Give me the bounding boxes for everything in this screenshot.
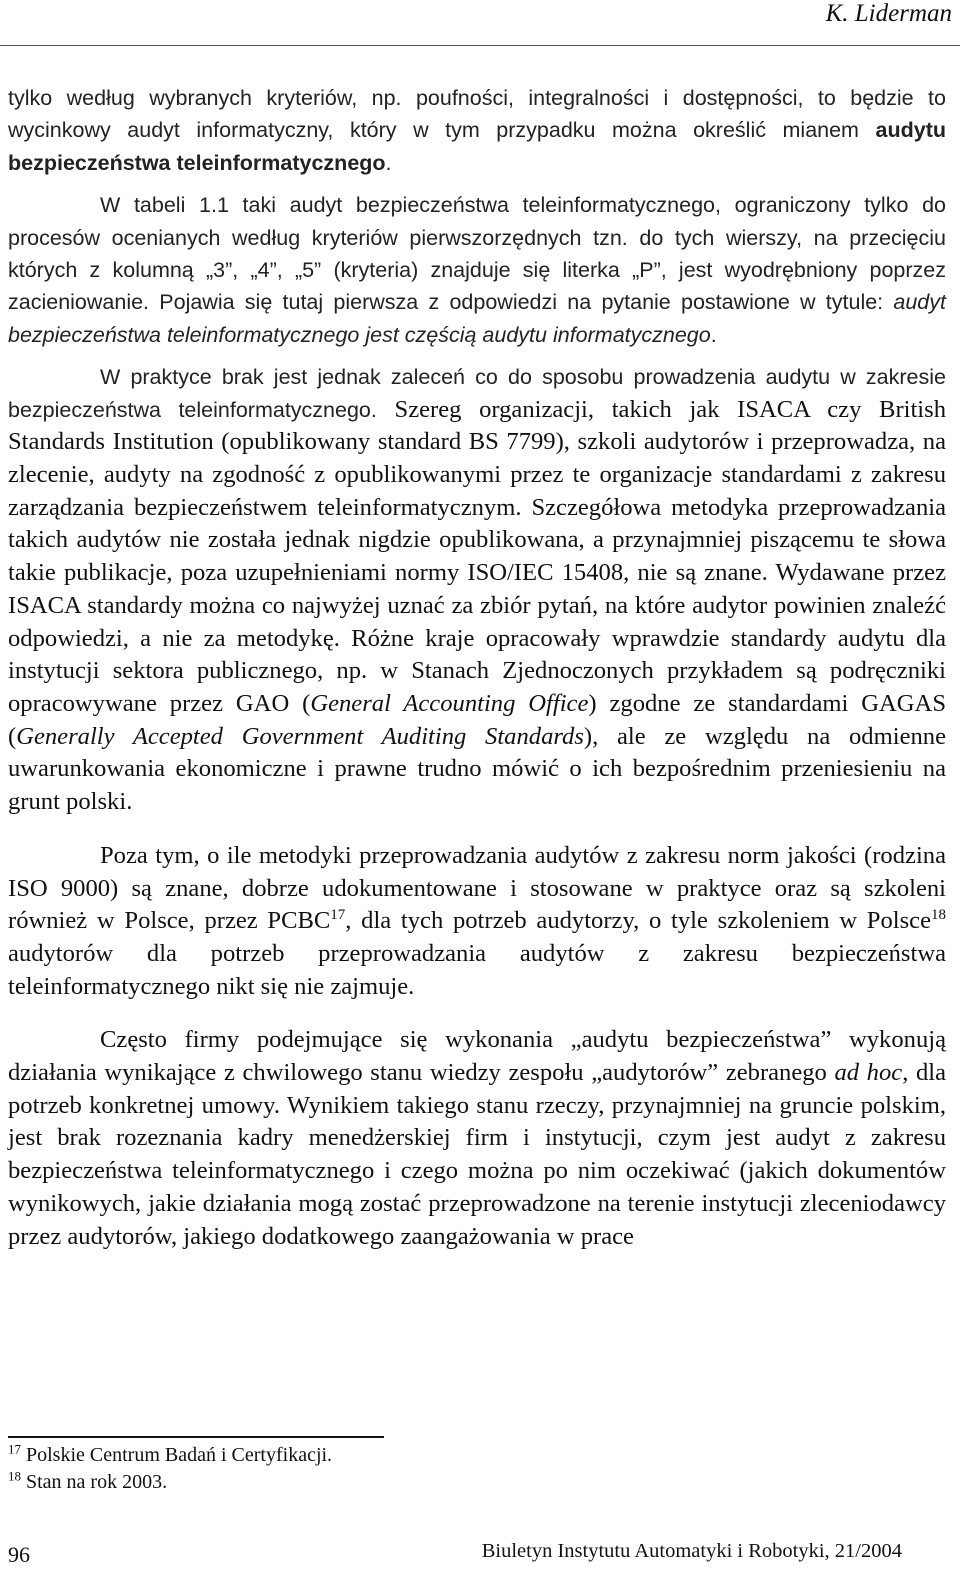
- paragraph-1-bold: audytu bezpieczeństwa teleinformatycznego: [8, 118, 946, 175]
- paragraph-1-end: .: [385, 150, 392, 175]
- paragraph-1: [8, 82, 946, 179]
- paragraph-4-text-3: audytorów dla potrzeb przeprowadzania audytów z zakresu bezpieczeństwa teleinformatycznego nikt się nie zajmuje.: [8, 939, 946, 1000]
- paragraph-1-text: tylko według wybranych kryteriów, np. poufności, integralności i dostępności, to będzie to wycinkowy audyt informatyczny, który w tym przypadku można określić mianem: [8, 86, 946, 143]
- running-header-author: K. Liderman: [825, 0, 952, 27]
- paragraph-4-text: Poza tym, o ile metodyki przeprowadzania audytów z zakresu norm jakości (rodzina ISO 9000) są znane, dobrze udokumentowane i stosowane w praktyce oraz są szkoleni również w Polsce, przez PCBC: [8, 841, 946, 935]
- paragraph-5: [8, 1024, 946, 1253]
- footnote-text: Polskie Centrum Badań i Certyfikacji.: [26, 1444, 333, 1466]
- body-text: [8, 82, 946, 1253]
- paragraph-5-text: Często firmy podejmujące się wykonania „audytu bezpieczeństwa” wykonują działania wynikające z chwilowego stanu wiedzy zespołu „audytorów” zebranego: [8, 1026, 946, 1087]
- header-rule: [0, 45, 960, 46]
- footnote-number: 18: [8, 1468, 21, 1484]
- paragraph-3-text: Szereg organizacji, takich jak ISACA czy British Standards Institution (opublikowany standard BS 7799), szkoli audytorów i przeprowadza, na zlecenie, audyty na zgodność z opublikowanymi przez te organizacje standardami z zakresu zarządzania bezpieczeństwem teleinformatycznym. Szczegółowa metodyka przeprowadzania takich audytów nie została jednak nigdzie opublikowana, a przynajmniej piszącemu te słowa takie publikacje, poza uzupełnieniami normy ISO/IEC 15408, nie są znane. Wydawane przez ISACA standardy można co najwyżej uznać za zbiór pytań, na które audytor powinien znaleźć odpowiedzi, a nie za metodykę. Różne kraje opracowały wprawdzie standardy audytu dla instytucji sektora publicznego, np. w Stanach Zjednoczonych przykładem są podręczniki opracowywane przez GAO (: [8, 395, 947, 717]
- page-footer: [0, 1538, 960, 1578]
- journal-citation: Biuletyn Instytutu Automatyki i Robotyki, 21/2004: [481, 1540, 902, 1562]
- paragraph-3-italic-1: General Accounting Office: [310, 689, 589, 717]
- footnotes: [8, 1442, 332, 1496]
- paragraph-4-text-2: , dla tych potrzeb audytorzy, o tyle szkoleniem w Polsce: [345, 907, 931, 935]
- footnote-text: Stan na rok 2003.: [26, 1471, 168, 1493]
- paragraph-2-italic: audyt bezpieczeństwa teleinformatycznego jest częścią audytu informatycznego: [8, 290, 946, 347]
- paragraph-5-italic: ad hoc: [834, 1059, 903, 1087]
- footnote-18: [8, 1469, 332, 1496]
- paragraph-4: [8, 840, 946, 1004]
- paragraph-3-text-3: ), ale ze względu na odmienne uwarunkowania ekonomiczne i prawne trudno mówić o ich bezpośrednim przeniesieniu na grunt polski.: [8, 722, 946, 816]
- paragraph-5-text-2: , dla potrzeb konkretnej umowy. Wynikiem takiego stanu rzeczy, przynajmniej na gruncie polskim, jest brak rozeznania kadry menedżerskiej firm i instytucji, czym jest audyt z zakresu bezpieczeństwa teleinformatycznego i czego można po nim oczekiwać (jakich dokumentów wynikowych, jakie działania mogą zostać przeprowadzone na terenie instytucji zleceniodawcy przez audytorów, jakiego dodatkowego zaangażowania w prace: [8, 1059, 946, 1250]
- footnote-number: 17: [8, 1441, 21, 1457]
- footnote-17: [8, 1442, 332, 1469]
- paragraph-2-end: .: [710, 322, 717, 347]
- footnote-ref-17[interactable]: 17: [330, 907, 346, 924]
- paragraph-3-sans-text: W praktyce brak jest jednak zaleceń co do sposobu prowadzenia audytu w zakresie bezpieczeństwa teleinformatycznego.: [8, 365, 946, 422]
- footnote-ref-18[interactable]: 18: [931, 907, 946, 924]
- paragraph-3-italic-2: Generally Accepted Government Auditing Standards: [16, 722, 584, 750]
- footnote-separator: [8, 1436, 384, 1438]
- paragraph-3: [8, 361, 946, 819]
- page-number: 96: [8, 1542, 30, 1567]
- page-header: [0, 0, 960, 48]
- paragraph-2-text: W tabeli 1.1 taki audyt bezpieczeństwa teleinformatycznego, ograniczony tylko do procesów ocenianych według kryteriów pierwszorzędnych tzn. do tych wierszy, na przecięciu których z kolumną „3”, „4”, „5” (kryteria) znajduje się literka „P”, jest wyodrębniony poprzez zacieniowanie. Pojawia się tutaj pierwsza z odpowiedzi na pytanie postawione w tytule:: [8, 193, 946, 315]
- paragraph-2: [8, 189, 946, 351]
- paragraph-3-text-2: ) zgodne ze standardami GAGAS (: [8, 689, 946, 750]
